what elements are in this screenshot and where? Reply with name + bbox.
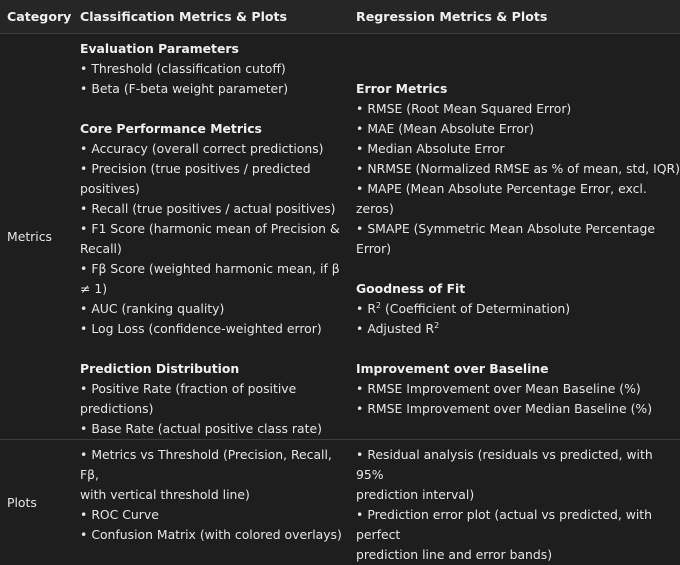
- list-item: • Recall (true positives / actual positives): [80, 199, 349, 219]
- list-item-continuation: positives): [80, 179, 349, 199]
- list-item-continuation: prediction interval): [356, 485, 680, 505]
- list-item: • RMSE Improvement over Mean Baseline (%): [356, 379, 680, 399]
- list-item-continuation: prediction line and error bands): [356, 545, 680, 565]
- classification-plots-cell: [73, 440, 349, 565]
- list-item: • F1 Score (harmonic mean of Precision &: [80, 219, 349, 239]
- section-title-improvement: Improvement over Baseline: [356, 359, 680, 379]
- list-item: • RMSE Improvement over Median Baseline (%): [356, 399, 680, 419]
- list-item: • Accuracy (overall correct predictions): [80, 139, 349, 159]
- list-item: • Log Loss (confidence-weighted error): [80, 319, 349, 339]
- table-row-plots: [0, 440, 680, 565]
- list-item-continuation: predictions): [80, 399, 349, 419]
- list-item: • Median Absolute Error: [356, 139, 680, 159]
- category-metrics: Metrics: [0, 34, 73, 440]
- list-item: • Threshold (classification cutoff): [80, 59, 349, 79]
- list-item: • MAPE (Mean Absolute Percentage Error, excl. zeros): [356, 179, 680, 219]
- section-title-fit: Goodness of Fit: [356, 279, 680, 299]
- header-category: Category: [0, 0, 73, 34]
- list-item: • Base Rate (actual positive class rate): [80, 419, 349, 439]
- list-item: • Residual analysis (residuals vs predicted, with 95%: [356, 445, 680, 485]
- table-row-metrics: [0, 34, 680, 440]
- list-item: • Prediction error plot (actual vs predicted, with perfect: [356, 505, 680, 545]
- list-item: • $R^2$ (Coefficient of Determination): [356, 299, 680, 319]
- table-header-row: [0, 0, 680, 34]
- list-item: • Metrics vs Threshold (Precision, Recall, Fβ,: [80, 445, 349, 485]
- list-item: • ROC Curve: [80, 505, 349, 525]
- list-item: • Confusion Matrix (with colored overlays): [80, 525, 349, 545]
- list-item: • SMAPE (Symmetric Mean Absolute Percentage Error): [356, 219, 680, 259]
- list-item: • Fβ Score (weighted harmonic mean, if β ≠ 1): [80, 259, 349, 299]
- list-item-continuation: Recall): [80, 239, 349, 259]
- category-plots: Plots: [0, 440, 73, 565]
- section-title-core: Core Performance Metrics: [80, 119, 349, 139]
- header-regression: Regression Metrics & Plots: [349, 0, 680, 34]
- list-item: • Positive Rate (fraction of positive: [80, 379, 349, 399]
- list-item: • Precision (true positives / predicted: [80, 159, 349, 179]
- list-item: • MAE (Mean Absolute Error): [356, 119, 680, 139]
- regression-metrics-cell: [349, 34, 680, 440]
- list-item: • NRMSE (Normalized RMSE as % of mean, std, IQR): [356, 159, 680, 179]
- list-item: • AUC (ranking quality): [80, 299, 349, 319]
- list-item: • Adjusted $R^2$: [356, 319, 680, 339]
- classification-metrics-cell: [73, 34, 349, 440]
- section-title-error: Error Metrics: [356, 79, 680, 99]
- list-item-continuation: with vertical threshold line): [80, 485, 349, 505]
- section-title-distribution: Prediction Distribution: [80, 359, 349, 379]
- list-item: • RMSE (Root Mean Squared Error): [356, 99, 680, 119]
- section-title-evaluation: Evaluation Parameters: [80, 39, 349, 59]
- header-classification: Classification Metrics & Plots: [73, 0, 349, 34]
- regression-plots-cell: [349, 440, 680, 565]
- list-item: • Beta (F-beta weight parameter): [80, 79, 349, 99]
